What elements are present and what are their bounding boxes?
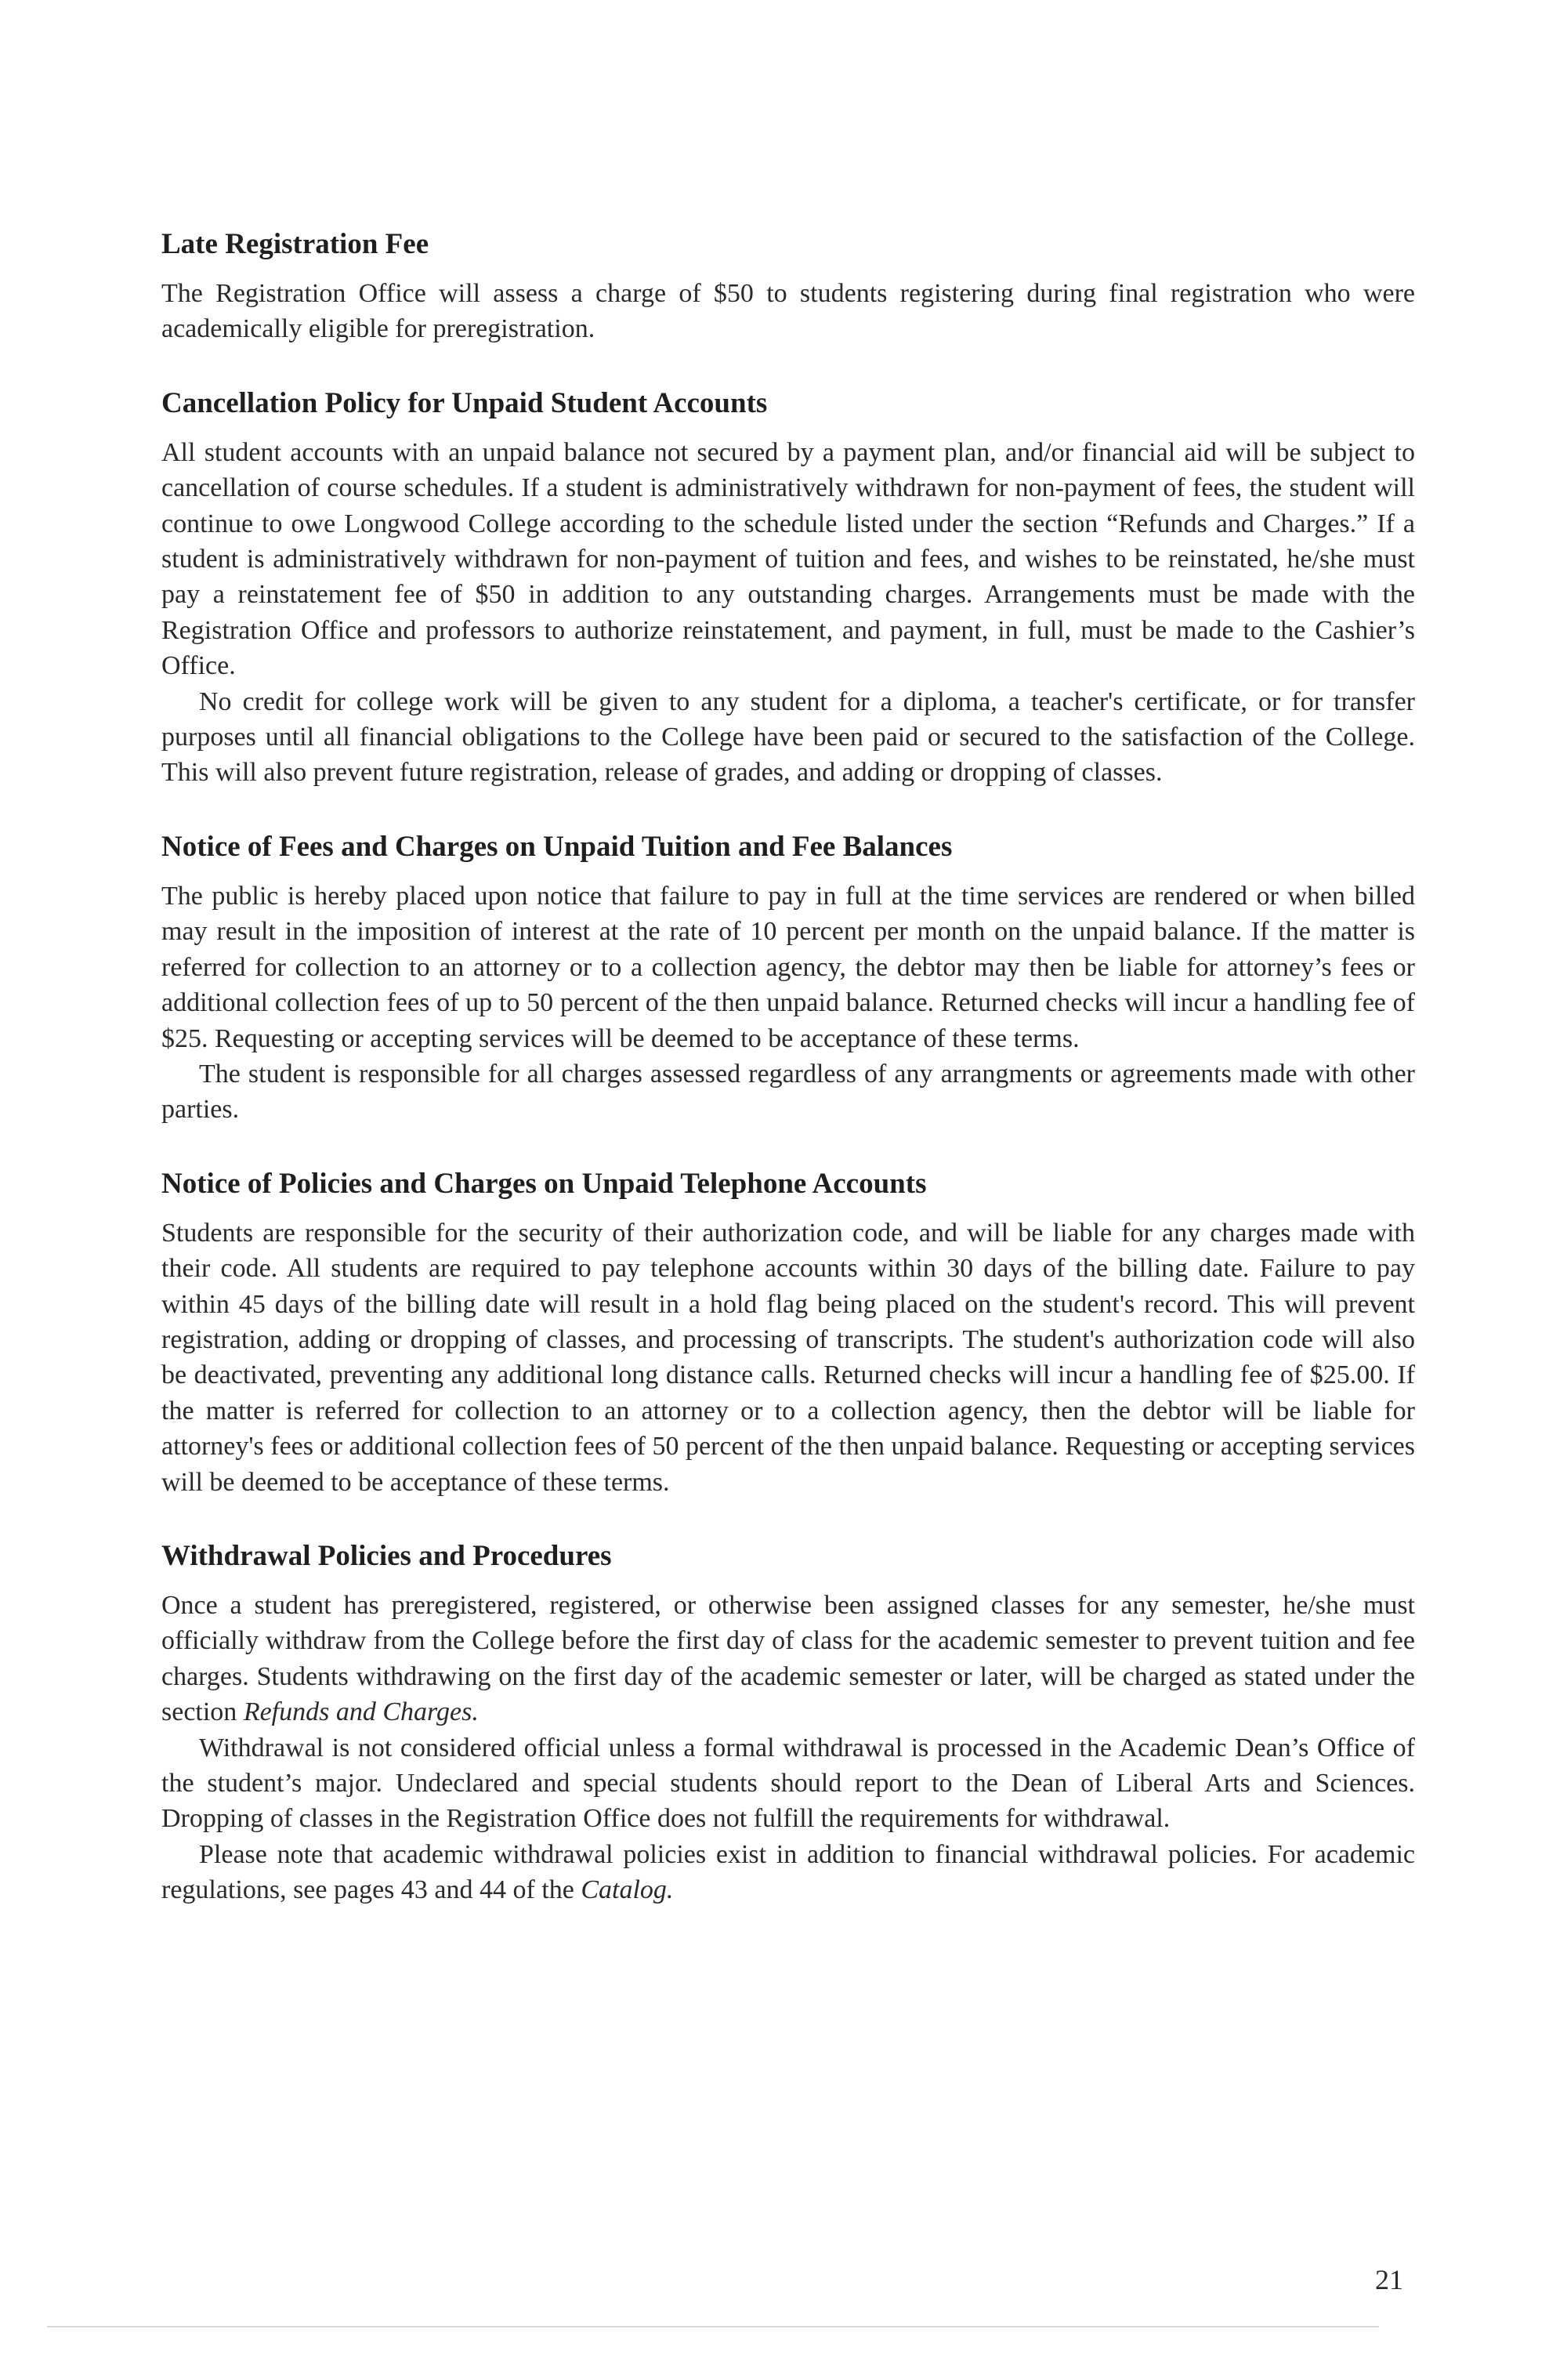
section-heading: Late Registration Fee xyxy=(161,228,429,260)
page-number: 21 xyxy=(1375,2264,1403,2295)
italic-reference: Refunds and Charges. xyxy=(243,1697,479,1727)
section-heading: Cancellation Policy for Unpaid Student Accounts xyxy=(161,386,768,419)
section-cancellation-policy xyxy=(161,386,1415,791)
document-page xyxy=(161,227,1415,1947)
paragraph: Students are responsible for the security of their authorization code, and will be liable for any charges made with their code. All students are required to pay telephone accounts within 30 days of the billing date. Failure to pay within 45 days of the billing date will result in a hold flag being placed on the student's record. This will prevent registration, adding or dropping of classes, and processing of transcripts. The student's authorization code will also be deactivated, preventing any additional long distance calls. Returned checks will incur a handling fee of $25.00. If the matter is referred for collection to an attorney or to a collection agency, then the debtor will be liable for attorney's fees or additional collection fees of 50 percent of the then unpaid balance. Requesting or accepting services will be deemed to be acceptance of these terms. xyxy=(161,1218,1415,1497)
paragraph-text: Once a student has preregistered, registered, or otherwise been assigned classes for any semester, he/she must officially withdraw from the College before the first day of class for the academic semester to prevent tuition and fee charges. Students withdrawing on the first day of the academic semester or later, will be charged as stated under the section xyxy=(161,1590,1415,1727)
paragraph xyxy=(161,1588,1415,1730)
paragraph: No credit for college work will be given to any student for a diploma, a teacher's certificate, or for transfer purposes until all financial obligations to the College have been paid or secured to the satisfaction of the College. This will also prevent future registration, release of grades, and adding or dropping of classes. xyxy=(161,686,1415,788)
section-late-registration-fee xyxy=(161,227,1415,347)
paragraph: The public is hereby placed upon notice that failure to pay in full at the time services are rendered or when billed may result in the imposition of interest at the rate of 10 percent per month on the unpaid balance. If the matter is referred for collection to an attorney or to a collection agency, the debtor may then be liable for attorney’s fees or additional collection fees of up to 50 percent of the then unpaid balance. Returned checks will incur a handling fee of $25. Requesting or accepting services will be deemed to be acceptance of these terms. xyxy=(161,881,1415,1053)
section-telephone-accounts xyxy=(161,1167,1415,1500)
section-notice-of-fees xyxy=(161,830,1415,1128)
paragraph: The student is responsible for all charges assessed regardless of any arrangments or agreements made with other parties. xyxy=(161,1059,1415,1125)
section-heading: Withdrawal Policies and Procedures xyxy=(161,1539,612,1572)
footer-rule xyxy=(47,2326,1379,2327)
paragraph: Withdrawal is not considered official unless a formal withdrawal is processed in the Academic Dean’s Office of the student’s major. Undeclared and special students should report to the Dean of Liberal Arts and Sciences. Dropping of classes in the Registration Office does not fulfill the requirements for withdrawal. xyxy=(161,1733,1415,1834)
paragraph: All student accounts with an unpaid balance not secured by a payment plan, and/or financial aid will be subject to cancellation of course schedules. If a student is administratively withdrawn for non-payment of fees, the student will continue to owe Longwood College according to the schedule listed under the section “Refunds and Charges.” If a student is administratively withdrawn for non-payment of tuition and fees, and wishes to be reinstated, he/she must pay a reinstatement fee of $50 in addition to any outstanding charges. Arrangements must be made with the Registration Office and professors to authorize reinstatement, and payment, in full, must be made to the Cashier’s Office. xyxy=(161,437,1415,681)
paragraph: The Registration Office will assess a charge of $50 to students registering during final registration who were academically eligible for preregistration. xyxy=(161,279,1415,344)
paragraph xyxy=(161,1837,1415,1908)
italic-reference: Catalog. xyxy=(581,1875,674,1905)
paragraph-text: Please note that academic withdrawal policies exist in addition to financial withdrawal policies. For academic regulations, see pages 43 and 44 of the xyxy=(161,1839,1415,1905)
section-heading: Notice of Policies and Charges on Unpaid Telephone Accounts xyxy=(161,1167,927,1200)
section-heading: Notice of Fees and Charges on Unpaid Tuition and Fee Balances xyxy=(161,830,953,863)
section-withdrawal-policies xyxy=(161,1539,1415,1908)
